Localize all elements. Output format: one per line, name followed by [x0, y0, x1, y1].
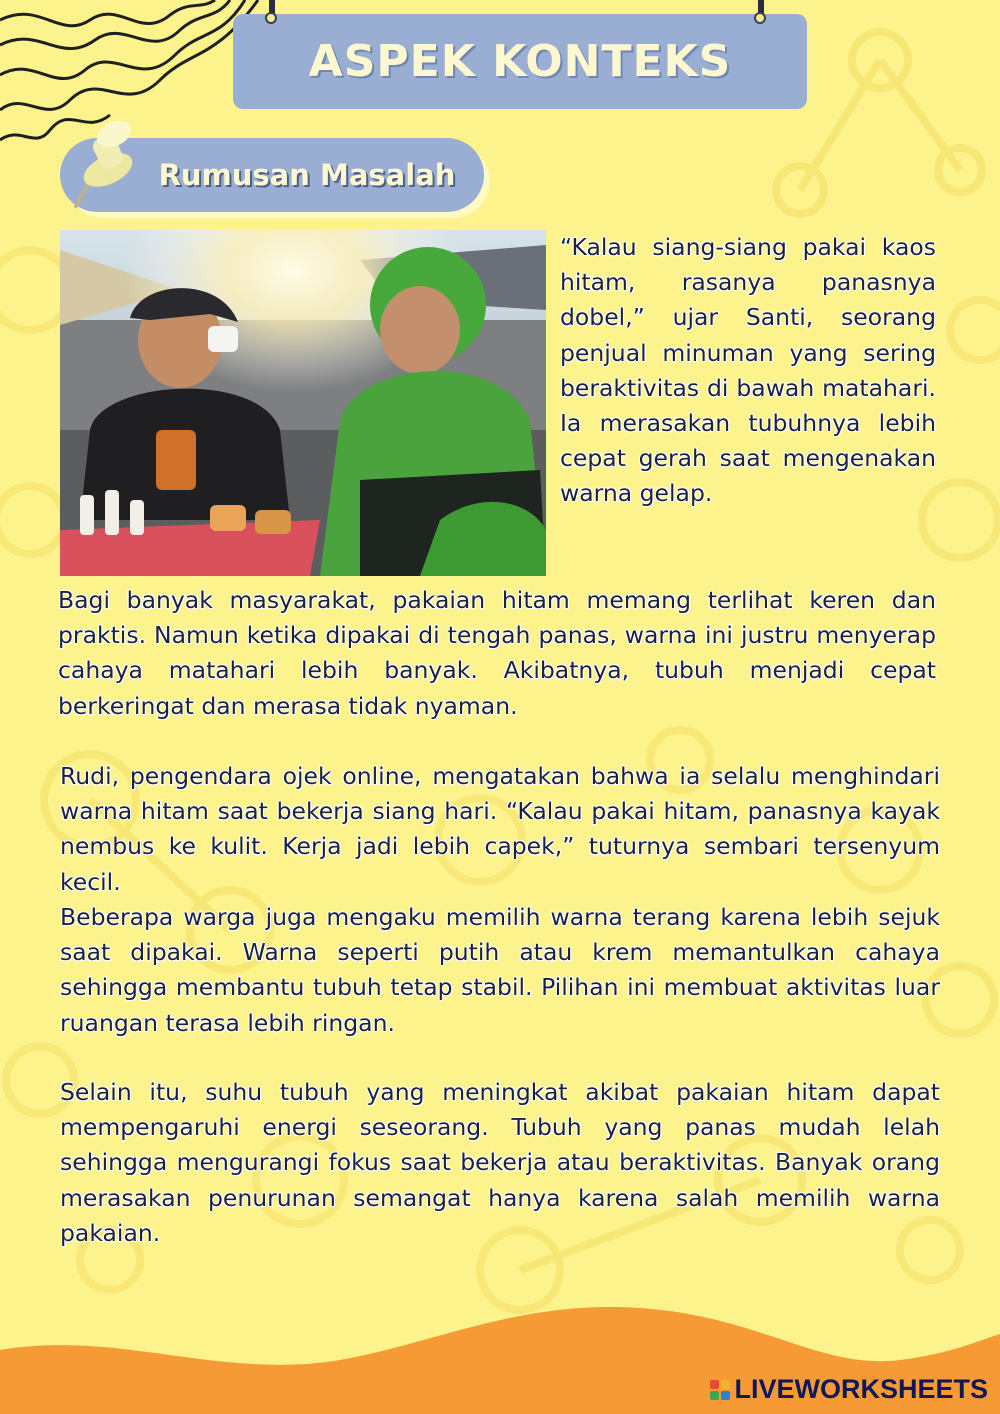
market-photo — [60, 230, 546, 576]
paragraph-rudi: Rudi, pengendara ojek online, mengatakan bahwa ia selalu menghindari warna hitam saat bekerja siang hari. “Kalau pakai hitam, panasnya kayak nembus ke kulit. Kerja jadi lebih capek,” tuturnya sembari tersenyum kecil. — [60, 762, 940, 896]
page-title: ASPEK KONTEKS — [308, 36, 732, 87]
paragraph-energy: Selain itu, suhu tubuh yang meningkat akibat pakaian hitam dapat mempengaruhi energi seseorang. Tubuh yang panas mudah lelah sehingga mengurangi fokus saat bekerja atau beraktivitas. Banyak orang merasakan penurunan semangat hanya karena salah memilih warna pakaian. — [60, 1078, 940, 1247]
brand-logo — [710, 1374, 988, 1405]
banner-hanger-left — [264, 0, 280, 24]
liveworksheets-logo-icon — [710, 1380, 730, 1400]
paragraph-quote-santi: “Kalau siang-siang pakai kaos hitam, rasanya panasnya dobel,” ujar Santi, seorang penjual minuman yang sering beraktivitas di bawah matahari. Ia merasakan tubuhnya lebih cepat gerah saat mengenakan warna gelap. — [560, 233, 936, 508]
section-title: Rumusan Masalah — [158, 158, 456, 192]
pushpin-icon — [68, 118, 140, 210]
brand-name: LIVEWORKSHEETS — [734, 1374, 988, 1404]
paragraph-black-clothing: Bagi banyak masyarakat, pakaian hitam memang terlihat keren dan praktis. Namun ketika dipakai di tengah panas, warna ini justru menyerap cahaya matahari lebih banyak. Akibatnya, tubuh menjadi cepat berkeringat dan merasa tidak nyaman. — [58, 586, 936, 720]
paragraph-light-colors: Beberapa warga juga mengaku memilih warna terang karena lebih sejuk saat dipakai. Warna seperti putih atau krem memantulkan cahaya sehingga membantu tubuh tetap stabil. Pilihan ini membuat aktivitas luar ruangan terasa lebih ringan. — [60, 903, 940, 1037]
header-banner — [233, 14, 807, 109]
banner-hanger-right — [753, 0, 769, 24]
